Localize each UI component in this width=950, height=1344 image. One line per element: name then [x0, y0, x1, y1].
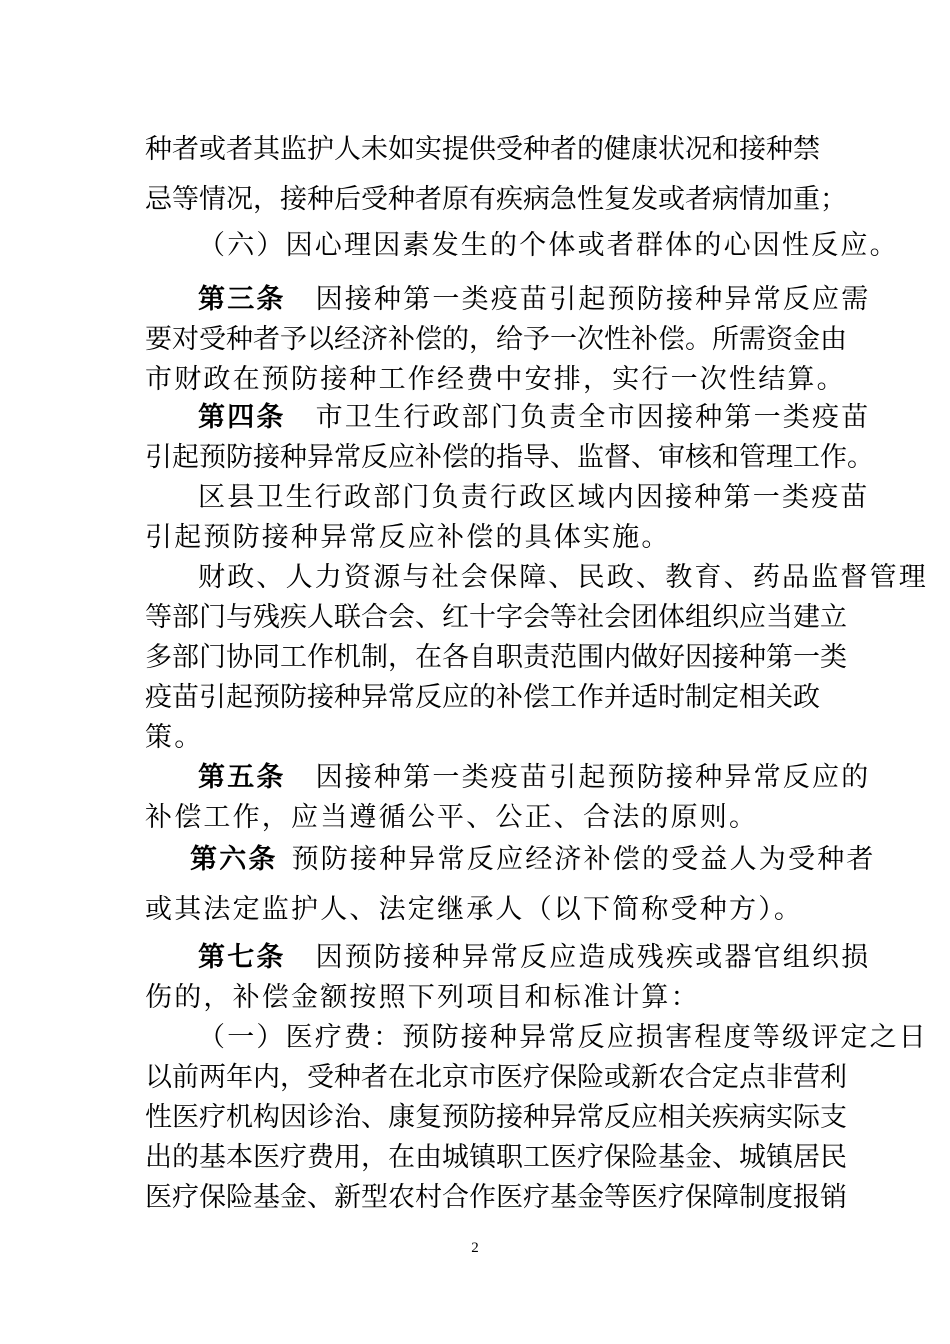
body-line: 财政、人力资源与社会保障、民政、教育、药品监督管理 — [198, 562, 928, 593]
body-line: 策。 — [145, 722, 204, 753]
body-line: 伤的，补偿金额按照下列项目和标准计算： — [145, 982, 700, 1013]
body-line: 种者或者其监护人未如实提供受种者的健康状况和接种禁 — [145, 134, 820, 165]
article-heading: 第六条 — [190, 844, 278, 875]
article-heading: 第四条 — [198, 402, 286, 433]
body-line: （六）因心理因素发生的个体或者群体的心因性反应。 — [198, 230, 899, 261]
body-line: 性医疗机构因诊治、康复预防接种异常反应相关疾病实际支 — [145, 1102, 847, 1133]
body-text: 因接种第一类疫苗引起预防接种异常反应的 — [315, 762, 871, 793]
body-line: 医疗保险基金、新型农村合作医疗基金等医疗保障制度报销 — [145, 1182, 847, 1213]
body-line: 以前两年内，受种者在北京市医疗保险或新农合定点非营利 — [145, 1062, 847, 1093]
body-line: 引起预防接种异常反应补偿的具体实施。 — [145, 522, 671, 553]
body-text: 市卫生行政部门负责全市因接种第一类疫苗 — [315, 402, 871, 433]
body-line: 疫苗引起预防接种异常反应的补偿工作并适时制定相关政 — [145, 682, 820, 713]
article-paragraph — [198, 760, 871, 796]
article-paragraph — [190, 842, 876, 878]
body-line: 或其法定监护人、法定继承人（以下简称受种方）。 — [145, 894, 804, 925]
article-heading: 第五条 — [198, 762, 286, 793]
body-line: 出的基本医疗费用，在由城镇职工医疗保险基金、城镇居民 — [145, 1142, 847, 1173]
body-line: 区县卫生行政部门负责行政区域内因接种第一类疫苗 — [198, 482, 870, 513]
article-heading: 第七条 — [198, 942, 286, 973]
article-heading: 第三条 — [198, 284, 286, 315]
page-number: 2 — [471, 1240, 479, 1256]
body-line: 补偿工作，应当遵循公平、公正、合法的原则。 — [145, 802, 759, 833]
article-paragraph — [198, 940, 871, 976]
body-text: 因预防接种异常反应造成残疾或器官组织损 — [315, 942, 871, 973]
body-text: 因接种第一类疫苗引起预防接种异常反应需 — [315, 284, 871, 315]
article-paragraph — [198, 400, 871, 436]
article-paragraph — [198, 282, 871, 318]
body-line: 忌等情况，接种后受种者原有疾病急性复发或者病情加重； — [145, 184, 847, 215]
body-line: （一）医疗费：预防接种异常反应损害程度等级评定之日 — [198, 1022, 928, 1053]
body-line: 要对受种者予以经济补偿的，给予一次性补偿。所需资金由 — [145, 324, 847, 355]
body-line: 多部门协同工作机制，在各自职责范围内做好因接种第一类 — [145, 642, 847, 673]
body-text: 预防接种异常反应经济补偿的受益人为受种者 — [291, 844, 876, 875]
body-line: 引起预防接种异常反应补偿的指导、监督、审核和管理工作。 — [145, 442, 874, 473]
body-line: 市财政在预防接种工作经费中安排，实行一次性结算。 — [145, 364, 846, 395]
body-line: 等部门与残疾人联合会、红十字会等社会团体组织应当建立 — [145, 602, 847, 633]
